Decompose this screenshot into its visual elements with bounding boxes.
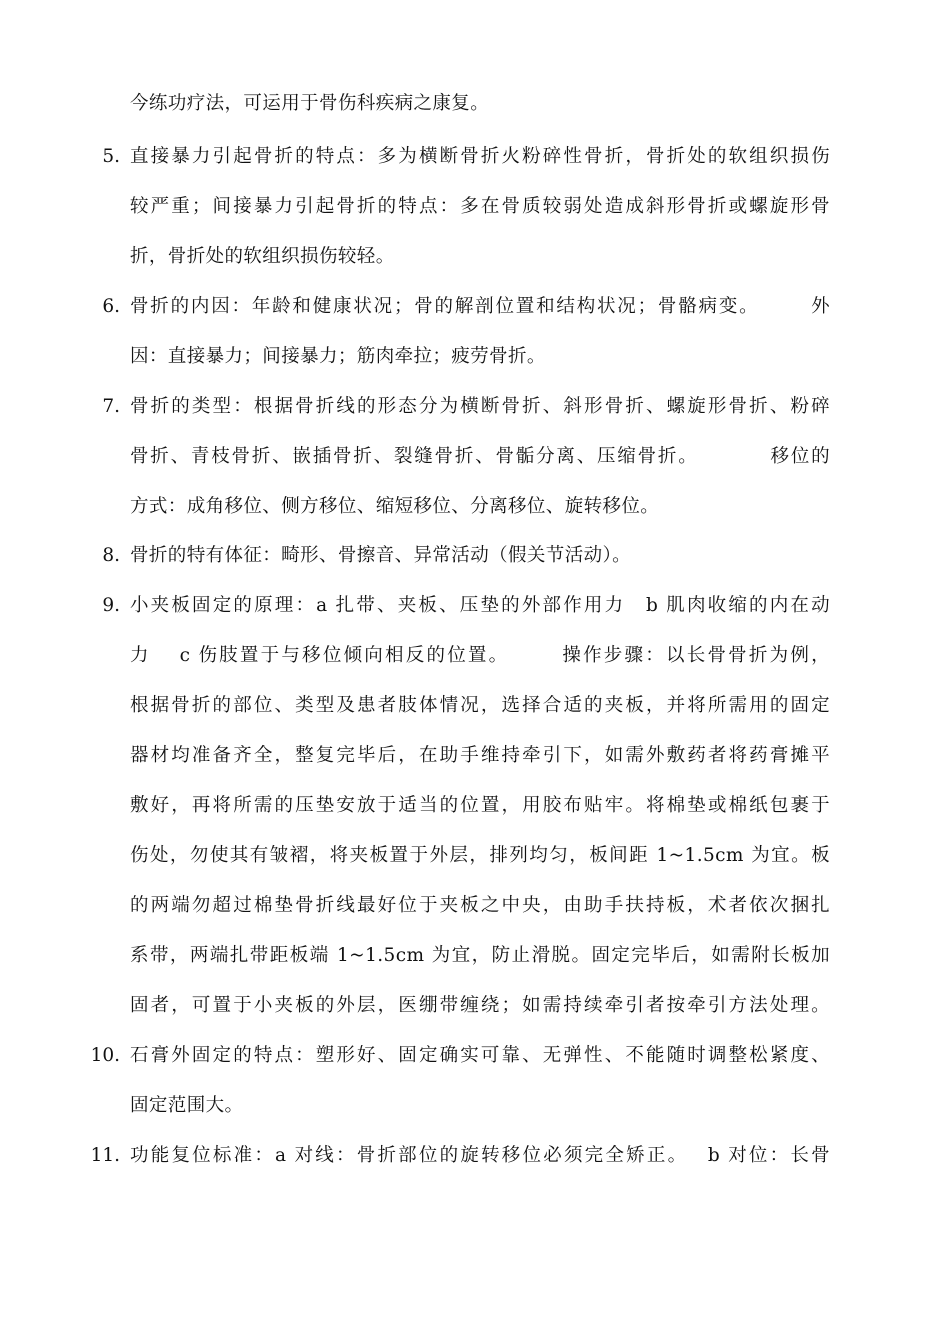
text-line: 系带，两端扎带距板端 1~1.5cm 为宜，防止滑脱。固定完毕后，如需附长板加 (130, 945, 830, 966)
item-number-10: 10. (90, 1045, 120, 1066)
text-line: 今练功疗法，可运用于骨伤科疾病之康复。 (130, 93, 490, 114)
text-line: 方式：成角移位、侧方移位、缩短移位、分离移位、旋转移位。 (130, 496, 660, 517)
text-line: 骨折的类型：根据骨折线的形态分为横断骨折、斜形骨折、螺旋形骨折、粉碎 (130, 396, 830, 417)
item-number-5: 5. (102, 146, 120, 167)
item-number-8: 8. (102, 545, 120, 566)
text-line: 固定范围大。 (130, 1095, 244, 1116)
text-line: 的两端勿超过棉垫骨折线最好位于夹板之中央，由助手扶持板，术者依次捆扎 (130, 895, 830, 916)
item-number-7: 7. (102, 396, 120, 417)
item-number-11: 11. (90, 1145, 120, 1166)
text-line: 伤处，勿使其有皱褶，将夹板置于外层，排列均匀，板间距 1~1.5cm 为宜。板 (130, 845, 830, 866)
text-line: 较严重；间接暴力引起骨折的特点：多在骨质较弱处造成斜形骨折或螺旋形骨 (130, 196, 830, 217)
text-line: 根据骨折的部位、类型及患者肢体情况，选择合适的夹板，并将所需用的固定 (130, 695, 830, 716)
text-line: 功能复位标准：a 对线：骨折部位的旋转移位必须完全矫正。 b 对位：长骨 (130, 1145, 830, 1166)
text-line: 小夹板固定的原理：a 扎带、夹板、压垫的外部作用力 b 肌肉收缩的内在动 (130, 595, 830, 616)
text-line: 折，骨折处的软组织损伤较轻。 (130, 246, 395, 267)
item-number-6: 6. (102, 296, 120, 317)
text-line: 石膏外固定的特点：塑形好、固定确实可靠、无弹性、不能随时调整松紧度、 (130, 1045, 830, 1066)
text-line: 骨折、青枝骨折、嵌插骨折、裂缝骨折、骨骺分离、压缩骨折。 移位的 (130, 446, 830, 467)
text-line: 直接暴力引起骨折的特点：多为横断骨折火粉碎性骨折，骨折处的软组织损伤 (130, 146, 830, 167)
text-line: 力 c 伤肢置于与移位倾向相反的位置。 操作步骤：以长骨骨折为例， (130, 645, 830, 666)
text-line: 骨折的内因：年龄和健康状况；骨的解剖位置和结构状况；骨骼病变。 外 (130, 296, 830, 317)
text-line: 骨折的特有体征：畸形、骨擦音、异常活动（假关节活动）。 (130, 545, 632, 566)
text-line: 敷好，再将所需的压垫安放于适当的位置，用胶布贴牢。将棉垫或棉纸包裹于 (130, 795, 830, 816)
text-line: 器材均准备齐全，整复完毕后，在助手维持牵引下，如需外敷药者将药膏摊平 (130, 745, 830, 766)
text-line: 因：直接暴力；间接暴力；筋肉牵拉；疲劳骨折。 (130, 346, 546, 367)
text-line: 固者，可置于小夹板的外层，医绷带缠绕；如需持续牵引者按牵引方法处理。 (130, 995, 830, 1016)
item-number-9: 9. (102, 595, 120, 616)
